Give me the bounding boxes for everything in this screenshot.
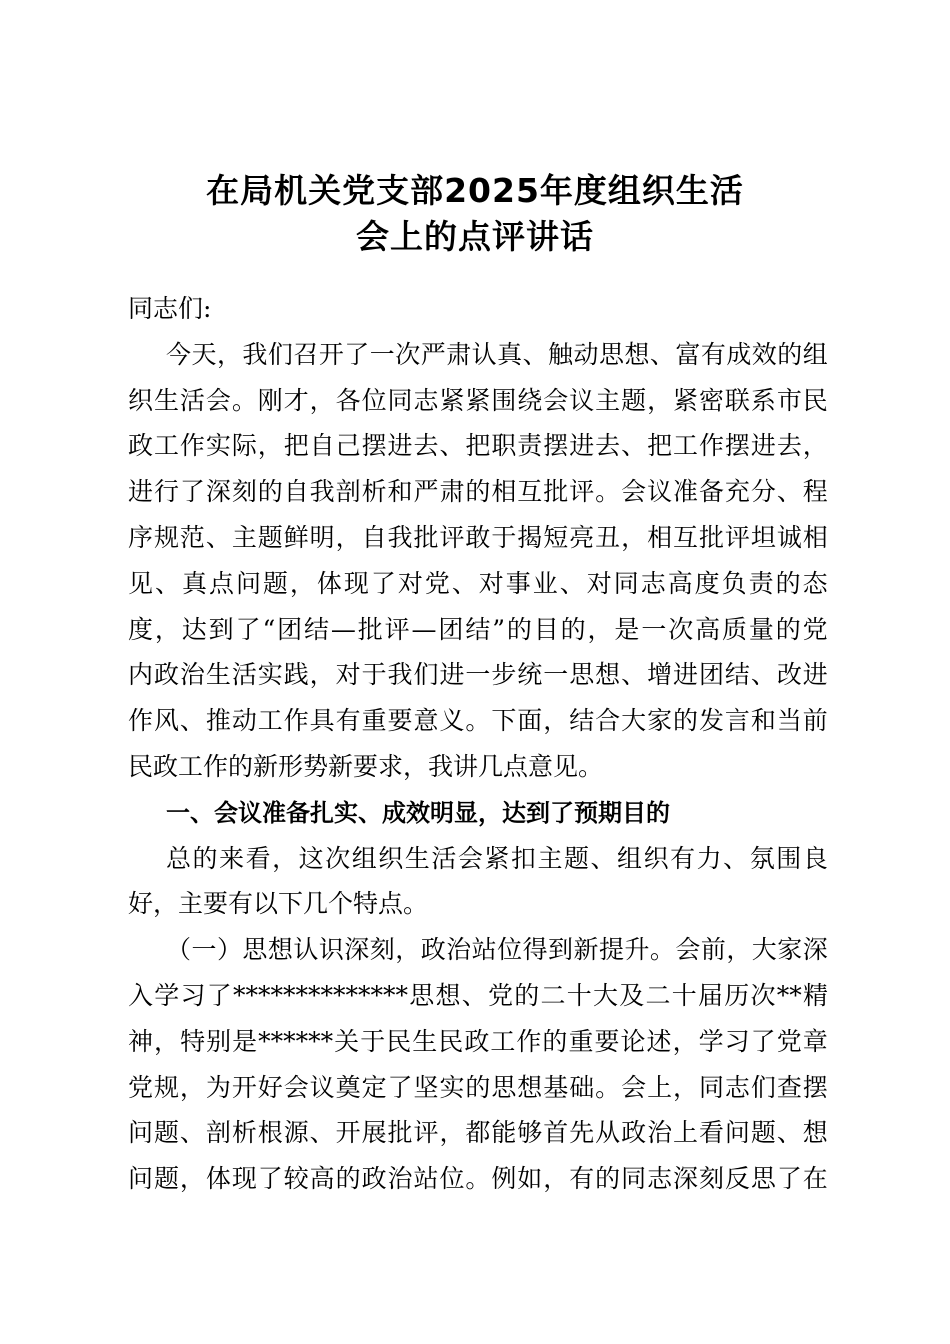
paragraph-line: 今 天 ， 我 们 召 开 了 一 次 严 肃 认 真 、 触 动 思 想 、 富 有 成 效 的 组	[166, 339, 828, 369]
paragraph-line: 党 规 ， 为 开 好 会 议 奠 定 了 坚 实 的 思 想 基 础 。 会 上 ， 同 志 们 查 摆	[128, 1072, 828, 1102]
paragraph-line: 问 题 、 剖 析 根 源 、 开 展 批 评 ， 都 能 够 首 先 从 政 治 上 看 问 题 、 想	[128, 1118, 828, 1148]
salutation: 同志们:	[128, 294, 212, 323]
paragraph-line: 入 学 习 了 ************** 思 想 、 党 的 二 十 大 及 二 十 届 历 次 ** 精	[128, 981, 828, 1010]
paragraph-line: 神 ， 特 别 是 ****** 关 于 民 生 民 政 工 作 的 重 要 论 述 ， 学 习 了 党 章	[128, 1026, 828, 1056]
page-title	[0, 168, 950, 260]
paragraph-line: 进 行 了 深 刻 的 自 我 剖 析 和 严 肃 的 相 互 批 评 。 会 议 准 备 充 分 、 程	[128, 477, 828, 507]
title-line-2: 会上的点评讲话	[356, 217, 594, 256]
paragraph-line: 见 、 真 点 问 题 ， 体 现 了 对 党 、 对 事 业 、 对 同 志 高 度 负 责 的 态	[128, 568, 828, 598]
paragraph-line: 好，主要有以下几个特点。	[128, 889, 429, 919]
paragraph-line: 问 题 ， 体 现 了 较 高 的 政 治 站 位 。 例 如 ， 有 的 同 志 深 刻 反 思 了 在	[128, 1164, 828, 1194]
paragraph-line: 织 生 活 会 。 刚 才 ， 各 位 同 志 紧 紧 围 绕 会 议 主 题 ， 紧 密 联 系 市 民	[128, 385, 828, 415]
paragraph-line: 度 ， 达 到 了 “ 团 结 — 批 评 — 团 结 ” 的 目 的 ， 是 一 次 高 质 量 的 党	[128, 614, 828, 644]
paragraph-line: 作 风 、 推 动 工 作 具 有 重 要 意 义 。 下 面 ， 结 合 大 家 的 发 言 和 当 前	[128, 706, 828, 736]
paragraph-line: 内 政 治 生 活 实 践 ， 对 于 我 们 进 一 步 统 一 思 想 、 增 进 团 结 、 改 进	[128, 660, 828, 690]
paragraph-line: 序 规 范 、 主 题 鲜 明 ， 自 我 批 评 敢 于 揭 短 亮 丑 ， 相 互 批 评 坦 诚 相	[128, 523, 828, 552]
paragraph-line: 民政工作的新形势新要求，我讲几点意见。	[128, 752, 604, 781]
section-heading: 一、会议准备扎实、成效明显，达到了预期目的	[166, 798, 670, 827]
paragraph-line: 总 的 来 看 ， 这 次 组 织 生 活 会 紧 扣 主 题 、 组 织 有 力 、 氛 围 良	[166, 843, 828, 873]
title-line-1: 在局机关党支部2025年度组织生活	[206, 171, 744, 210]
paragraph-line: 政 工 作 实 际 ， 把 自 己 摆 进 去 、 把 职 责 摆 进 去 、 把 工 作 摆 进 去 ，	[128, 431, 828, 461]
paragraph-line: （ 一 ） 思 想 认 识 深 刻 ， 政 治 站 位 得 到 新 提 升 。 会 前 ， 大 家 深	[166, 935, 828, 965]
